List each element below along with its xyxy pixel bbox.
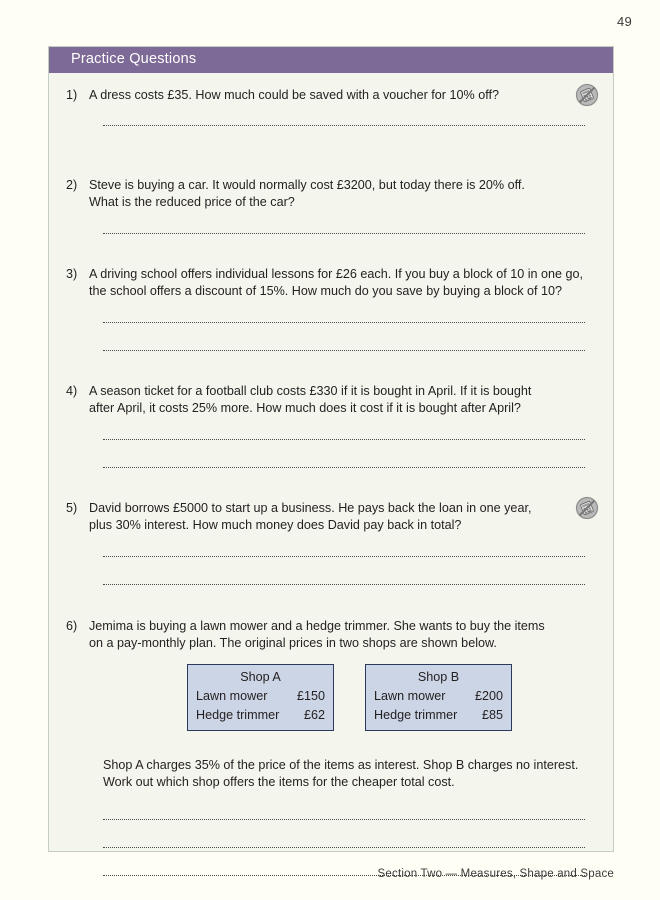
question-2-line-1: Steve is buying a car. It would normally cost £3200, but today there is 20% off. [89, 178, 525, 192]
questions-container [49, 73, 613, 851]
question-3-answer-area[interactable] [103, 322, 585, 351]
table-row [196, 706, 325, 725]
question-2-text [89, 177, 599, 211]
worksheet-panel [48, 46, 614, 852]
question-5-line-2: plus 30% interest. How much money does David pay back in total? [89, 518, 462, 532]
table-row [374, 687, 503, 706]
question-6-tail [103, 757, 585, 791]
question-1-number: 1) [66, 88, 78, 102]
answer-line[interactable] [103, 439, 585, 440]
shop-b-name: Shop B [417, 670, 460, 684]
shop-a-table [187, 664, 334, 731]
answer-line[interactable] [103, 819, 585, 820]
question-3-number: 3) [66, 267, 78, 281]
question-4-line-2: after April, it costs 25% more. How much does it cost if it is bought after April? [89, 401, 521, 415]
question-4-line-1: A season ticket for a football club costs £330 if it is bought in April. If it is bought [89, 384, 532, 398]
answer-line[interactable] [103, 322, 585, 323]
no-calculator-icon [575, 496, 599, 520]
shop-a-item-1: Lawn mower [196, 689, 268, 703]
question-6-text [89, 618, 599, 652]
question-3 [63, 266, 599, 300]
question-3-text [89, 266, 599, 300]
answer-line[interactable] [103, 847, 585, 848]
shop-a-item-2: Hedge trimmer [196, 708, 280, 722]
answer-line[interactable] [103, 584, 585, 585]
question-2-answer-area[interactable] [103, 233, 585, 234]
question-5-line-1: David borrows £5000 to start up a business. He pays back the loan in one year, [89, 501, 532, 515]
question-5 [63, 500, 599, 534]
question-3-line-2: the school offers a discount of 15%. How much do you save by buying a block of 10? [89, 284, 563, 298]
question-1 [63, 87, 599, 107]
question-6-line-1: Jemima is buying a lawn mower and a hedge trimmer. She wants to buy the items [89, 619, 545, 633]
page-title: Practice Questions [71, 51, 197, 67]
question-5-answer-area[interactable] [103, 556, 585, 585]
shop-a-price-2: £62 [303, 708, 325, 722]
question-1-answer-area[interactable] [103, 125, 585, 126]
shop-price-tables [187, 664, 585, 731]
shop-a-name: Shop A [240, 670, 281, 684]
page-number: 49 [616, 14, 632, 29]
table-row [196, 687, 325, 706]
question-6-line-2: on a pay-monthly plan. The original prices in two shops are shown below. [89, 636, 497, 650]
shop-b-item-1: Lawn mower [374, 689, 446, 703]
shop-b-price-2: £85 [481, 708, 503, 722]
shop-b-price-1: £200 [474, 689, 503, 703]
question-4-text [89, 383, 599, 417]
question-4-number: 4) [66, 384, 78, 398]
question-4-answer-area[interactable] [103, 439, 585, 468]
answer-line[interactable] [103, 556, 585, 557]
question-3-line-1: A driving school offers individual lessons for £26 each. If you buy a block of 10 in one go, [89, 267, 584, 281]
question-2-line-2: What is the reduced price of the car? [89, 195, 295, 209]
question-5-number: 5) [66, 501, 78, 515]
answer-line[interactable] [103, 233, 585, 234]
answer-line[interactable] [103, 467, 585, 468]
shop-b-item-2: Hedge trimmer [374, 708, 458, 722]
answer-line[interactable] [103, 125, 585, 126]
shop-b-table [365, 664, 512, 731]
question-2-number: 2) [66, 178, 78, 192]
question-6 [63, 618, 599, 789]
question-5-text [89, 500, 569, 534]
answer-line[interactable] [103, 350, 585, 351]
shop-a-price-1: £150 [296, 689, 325, 703]
table-row [374, 706, 503, 725]
section-footer: Section Two — Measures, Shape and Space [377, 868, 614, 880]
no-calculator-icon [575, 83, 599, 107]
question-6-tail-line-2: Work out which shop offers the items for the cheaper total cost. [103, 775, 455, 789]
question-2 [63, 177, 599, 211]
question-4 [63, 383, 599, 417]
practice-questions-header [49, 47, 613, 73]
question-1-text: A dress costs £35. How much could be saved with a voucher for 10% off? [89, 88, 499, 102]
question-6-tail-line-1: Shop A charges 35% of the price of the items as interest. Shop B charges no interest. [103, 758, 579, 772]
question-6-number: 6) [66, 619, 78, 633]
